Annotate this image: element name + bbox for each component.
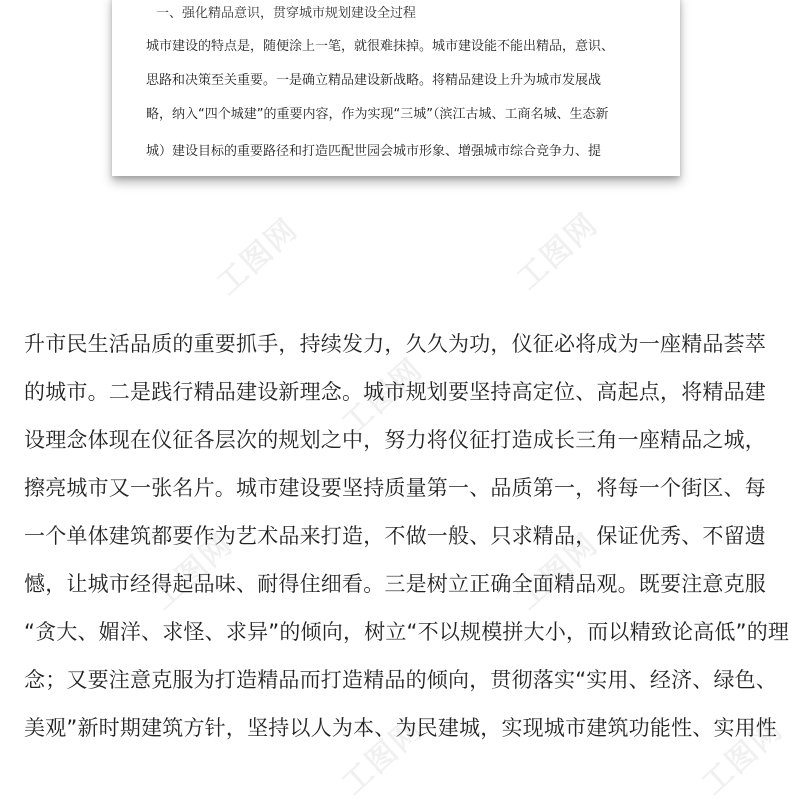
- watermark-7: 工图网: [695, 711, 791, 802]
- watermark-5: 工图网: [510, 526, 606, 617]
- card-text-line: 略，纳入“四个城建”的重要内容，作为实现“三城”（滨江古城、工商名城、生态新: [146, 107, 609, 122]
- watermark-1: 工图网: [210, 211, 306, 302]
- watermark-4: 工图网: [145, 526, 241, 617]
- card-text-line: 思路和决策至关重要。一是确立精品建设新战略。将精品建设上升为城市发展战: [146, 73, 602, 88]
- section-heading: 一、强化精品意识，贯穿城市规划建设全过程: [156, 6, 417, 21]
- document-page-preview: [112, 0, 680, 176]
- body-text-line: 擦亮城市又一张名片。城市建设要坚持质量第一、品质第一，将每一个街区、每: [24, 476, 766, 500]
- body-text-line: 憾，让城市经得起品味、耐得住细看。三是树立正确全面精品观。既要注意克服: [24, 572, 766, 596]
- body-text-line: 美观”新时期建筑方针，坚持以人为本、为民建城，实现城市建筑功能性、实用性: [24, 716, 778, 740]
- body-text-line: 设理念体现在仪征各层次的规划之中，努力将仪征打造成长三角一座精品之城，: [24, 428, 766, 452]
- card-text-line: 城）建设目标的重要路径和打造匹配世园会城市形象、增强城市综合竞争力、提: [146, 144, 602, 159]
- document-body: [24, 320, 790, 752]
- watermark-3: 工图网: [335, 351, 431, 442]
- card-text-line: 城市建设的特点是，随便涂上一笔，就很难抹掉。城市建设能不能出精品，意识、: [146, 39, 615, 54]
- body-text-line: 一个单体建筑都要作为艺术品来打造，不做一般、只求精品，保证优秀、不留遗: [24, 524, 766, 548]
- body-text-line: 的城市。二是践行精品建设新理念。城市规划要坚持高定位、高起点，将精品建: [24, 380, 766, 404]
- watermark-2: 工图网: [510, 206, 606, 297]
- body-text-line: “贪大、媚洋、求怪、求异”的倾向，树立“不以规模拼大小，而以精致论高低”的理: [24, 620, 790, 644]
- watermark-6: 工图网: [335, 711, 431, 802]
- body-text-line: 升市民生活品质的重要抓手，持续发力，久久为功，仪征必将成为一座精品荟萃: [24, 332, 766, 356]
- body-text-line: 念；又要注意克服为打造精品而打造精品的倾向，贯彻落实“实用、经济、绿色、: [24, 668, 778, 692]
